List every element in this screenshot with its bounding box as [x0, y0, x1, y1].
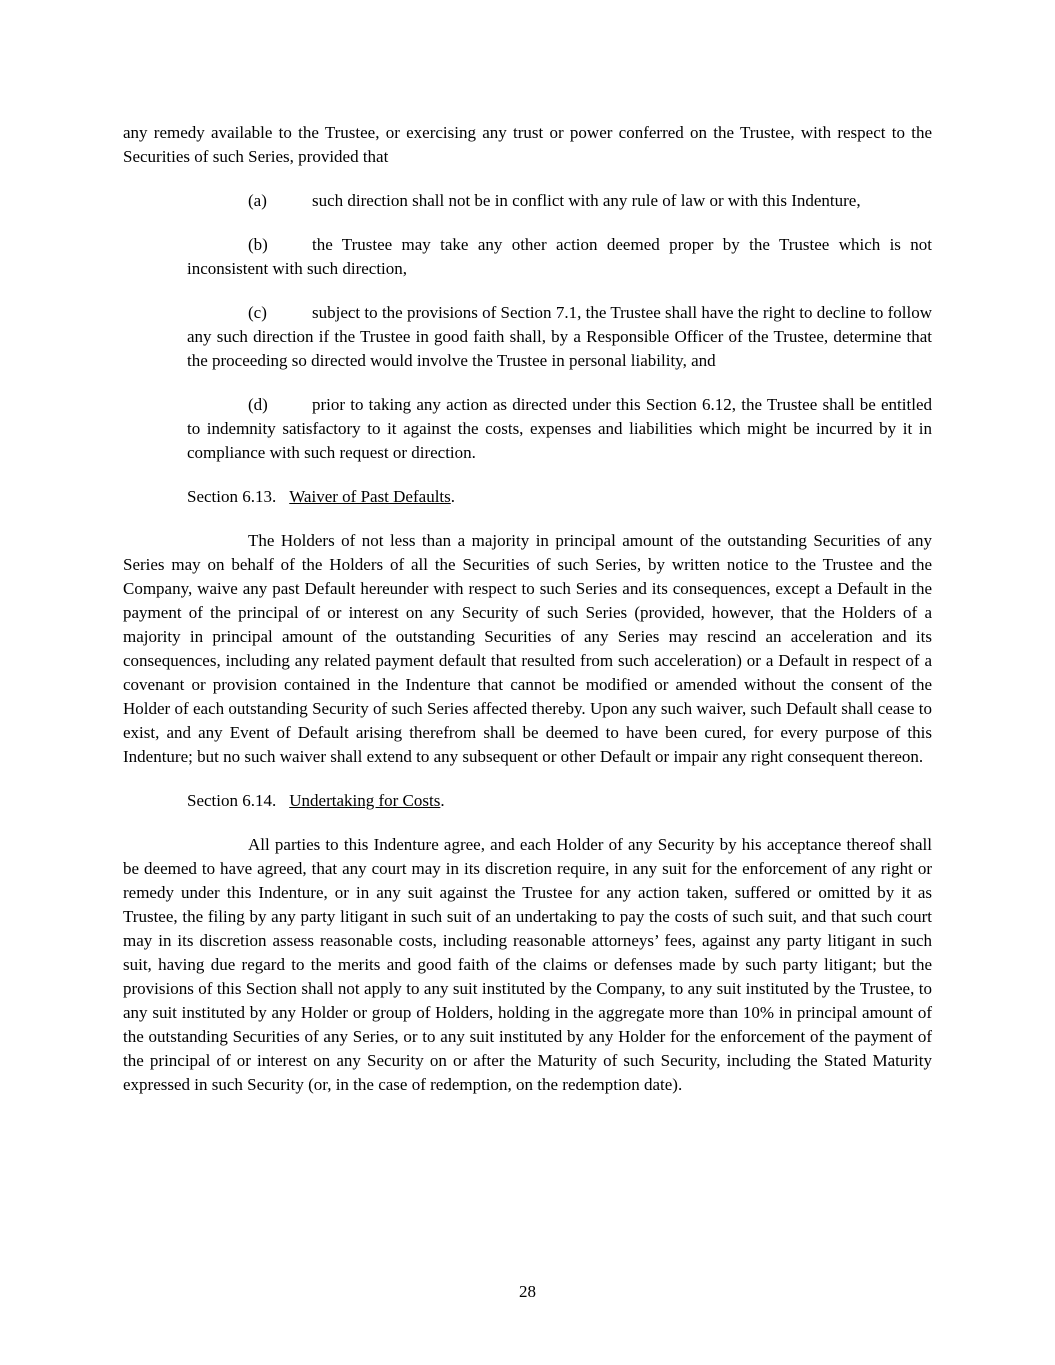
clause-c-label: (c) — [248, 303, 267, 322]
clause-a — [187, 189, 932, 213]
clause-d-label: (d) — [248, 395, 268, 414]
section-title-suffix-6-13: . — [450, 487, 455, 506]
clause-b-text: the Trustee may take any other action deemed proper by the Trustee which is not inconsistent with such direction, — [187, 235, 932, 278]
section-title-6-13: Waiver of Past Defaults — [289, 487, 451, 506]
section-number-6-13: Section 6.13. — [187, 487, 277, 506]
document-content — [123, 121, 932, 1117]
clause-b-label: (b) — [248, 235, 268, 254]
continuation-paragraph: any remedy available to the Trustee, or exercising any trust or power conferred on the Trustee, with respect to the Securities of such Series, provided that — [123, 123, 932, 166]
section-heading-6-14 — [187, 789, 932, 813]
clause-d-text: prior to taking any action as directed under this Section 6.12, the Trustee shall be entitled to indemnity satisfactory to it against the costs, expenses and liabilities which might be incurred by it in compliance with such request or direction. — [187, 395, 932, 462]
page-number: 28 — [519, 1282, 536, 1301]
clause-a-label: (a) — [248, 191, 267, 210]
section-body-6-14: All parties to this Indenture agree, and each Holder of any Security by his acceptance thereof shall be deemed to have agreed, that any court may in its discretion require, in any suit for the enforcement of any right or remedy under this Indenture, or in any suit against the Trustee for any action taken, suffered or omitted by it as Trustee, the filing by any party litigant in such suit of an undertaking to pay the costs of such suit, and that such court may in its discretion assess reasonable costs, including reasonable attorneys’ fees, against any party litigant in such suit, having due regard to the merits and good faith of the claims or defenses made by such party litigant; but the provisions of this Section shall not apply to any suit instituted by the Company, to any suit instituted by the Trustee, to any suit instituted by any Holder or group of Holders, holding in the aggregate more than 10% in principal amount of the outstanding Securities of any Series, or to any suit instituted by any Holder for the enforcement of the payment of the principal of or interest on any Security on or after the Maturity of such Security, including the Stated Maturity expressed in such Security (or, in the case of redemption, on the redemption date). — [123, 835, 932, 1094]
section-title-suffix-6-14: . — [440, 791, 445, 810]
clause-c-text: subject to the provisions of Section 7.1, the Trustee shall have the right to decline to follow any such direction if the Trustee in good faith shall, by a Responsible Officer of the Trustee, determine that the proceeding so directed would involve the Trustee in personal liability, and — [187, 303, 932, 370]
clause-b — [187, 233, 932, 281]
clause-a-text: such direction shall not be in conflict with any rule of law or with this Indenture, — [312, 191, 861, 210]
clause-d — [187, 393, 932, 465]
section-body-6-13: The Holders of not less than a majority in principal amount of the outstanding Securities of any Series may on behalf of the Holders of all the Securities of such Series, by written notice to the Trustee and the Company, waive any past Default hereunder with respect to such Series and its consequences, except a Default in the payment of the principal of or interest on any Security of such Series (provided, however, that the Holders of a majority in principal amount of the outstanding Securities of any Series may rescind an acceleration and its consequences, including any related payment default that resulted from such acceleration) or a Default in respect of a covenant or provision contained in the Indenture that cannot be modified or amended without the consent of the Holder of each outstanding Security of such Series affected thereby. Upon any such waiver, such Default shall cease to exist, and any Event of Default arising therefrom shall be deemed to have been cured, for every purpose of this Indenture; but no such waiver shall extend to any subsequent or other Default or impair any right consequent thereon. — [123, 531, 932, 766]
section-heading-6-13 — [187, 485, 932, 509]
clause-c — [187, 301, 932, 373]
section-title-6-14: Undertaking for Costs — [289, 791, 441, 810]
section-number-6-14: Section 6.14. — [187, 791, 277, 810]
